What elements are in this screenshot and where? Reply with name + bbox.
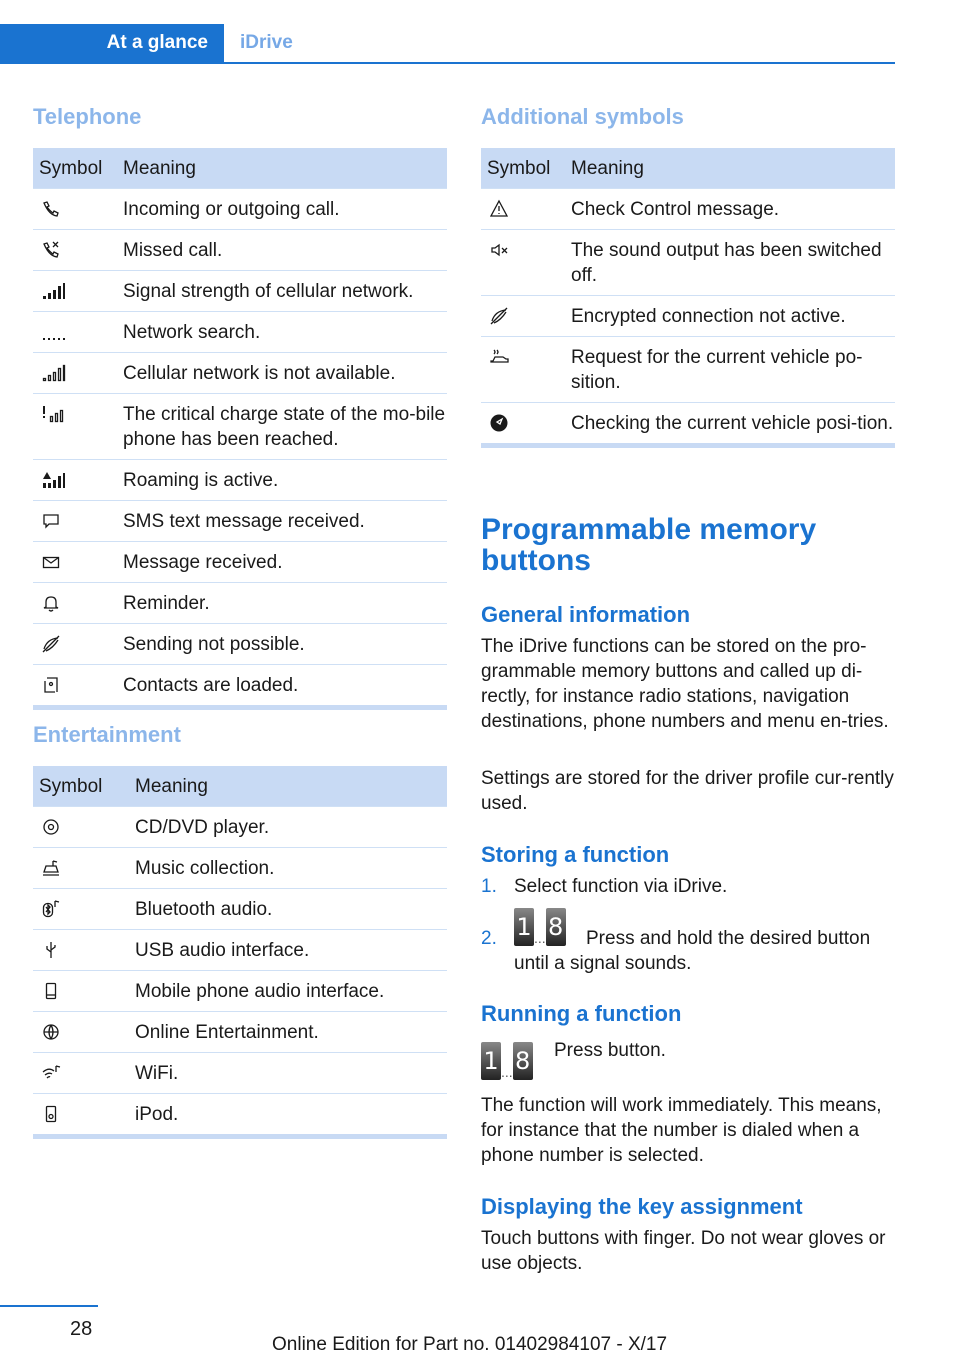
footer-rule bbox=[0, 1305, 98, 1307]
mobile-phone-icon bbox=[41, 981, 61, 1001]
table-row bbox=[33, 312, 447, 353]
meaning-text: SMS text message received. bbox=[117, 501, 447, 542]
sending-blocked-icon bbox=[41, 634, 61, 654]
display-text: Touch buttons with finger. Do not wear gloves or use objects. bbox=[481, 1228, 886, 1274]
col-symbol: Symbol bbox=[33, 148, 117, 189]
warning-triangle-icon bbox=[489, 199, 509, 219]
memory-key-last: 8 bbox=[546, 908, 566, 946]
settings-text: Settings are stored for the driver profile cur-rently used. bbox=[481, 768, 894, 814]
meaning-text: Mobile phone audio interface. bbox=[129, 971, 447, 1012]
meaning-text: Missed call. bbox=[117, 230, 447, 271]
general-heading: General information bbox=[481, 602, 691, 627]
running-text: Press button. bbox=[554, 1040, 666, 1061]
table-row bbox=[33, 230, 447, 271]
header-bar bbox=[0, 24, 895, 64]
table-row bbox=[33, 848, 447, 889]
edition-note: Online Edition for Part no. 01402984107 - X/17 bbox=[272, 1334, 668, 1355]
step1-text: Select function via iDrive. bbox=[514, 876, 728, 897]
bell-icon bbox=[41, 593, 61, 613]
memory-keys-icon-2 bbox=[481, 1042, 533, 1080]
meaning-text: Online Entertainment. bbox=[129, 1012, 447, 1053]
sms-icon bbox=[41, 511, 61, 531]
tab-at-a-glance[interactable]: At a glance bbox=[0, 24, 224, 62]
table-row bbox=[33, 542, 447, 583]
table-row bbox=[33, 460, 447, 501]
ipod-icon bbox=[41, 1104, 61, 1124]
table-row bbox=[33, 971, 447, 1012]
meaning-text: Contacts are loaded. bbox=[117, 665, 447, 708]
meaning-text: Cellular network is not available. bbox=[117, 353, 447, 394]
missed-call-icon bbox=[41, 240, 61, 260]
running-heading: Running a function bbox=[481, 1001, 682, 1026]
table-row bbox=[481, 230, 895, 296]
page-number: 28 bbox=[70, 1318, 93, 1340]
table-row bbox=[481, 337, 895, 403]
table-row bbox=[33, 930, 447, 971]
encryption-off-icon bbox=[489, 306, 509, 326]
table-row bbox=[33, 501, 447, 542]
entertainment-table bbox=[33, 766, 447, 1139]
table-row bbox=[33, 807, 447, 848]
col-meaning: Meaning bbox=[565, 148, 895, 189]
meaning-text: iPod. bbox=[129, 1094, 447, 1137]
critical-battery-icon bbox=[41, 404, 67, 424]
music-collection-icon bbox=[41, 858, 61, 878]
meaning-text: Network search. bbox=[117, 312, 447, 353]
storing-heading: Storing a function bbox=[481, 842, 670, 867]
meaning-text: Sending not possible. bbox=[117, 624, 447, 665]
col-meaning: Meaning bbox=[129, 766, 447, 807]
envelope-icon bbox=[41, 552, 61, 572]
meaning-text: Signal strength of cellular network. bbox=[117, 271, 447, 312]
meaning-text: Bluetooth audio. bbox=[129, 889, 447, 930]
table-row bbox=[481, 403, 895, 446]
table-row bbox=[33, 665, 447, 708]
col-meaning: Meaning bbox=[117, 148, 447, 189]
meaning-text: Music collection. bbox=[129, 848, 447, 889]
key-dots: ... bbox=[534, 930, 546, 946]
entertainment-heading: Entertainment bbox=[33, 722, 181, 747]
cd-icon bbox=[41, 817, 61, 837]
meaning-text: USB audio interface. bbox=[129, 930, 447, 971]
meaning-text: The sound output has been switched off. bbox=[565, 230, 895, 296]
memory-key-last: 8 bbox=[513, 1042, 533, 1080]
meaning-text: Message received. bbox=[117, 542, 447, 583]
table-row bbox=[33, 189, 447, 230]
running-result-text: The function will work immediately. This means, for instance that the number is dialed when a phone number is selected. bbox=[481, 1095, 882, 1166]
tab-idrive[interactable]: iDrive bbox=[240, 32, 293, 53]
table-row bbox=[33, 583, 447, 624]
step1-number: 1. bbox=[481, 876, 497, 897]
no-network-icon bbox=[41, 363, 67, 383]
additional-table bbox=[481, 148, 895, 448]
sound-off-icon bbox=[489, 240, 509, 260]
table-row bbox=[33, 624, 447, 665]
contacts-loaded-icon bbox=[41, 675, 61, 695]
telephone-table bbox=[33, 148, 447, 710]
display-heading: Displaying the key assignment bbox=[481, 1194, 803, 1219]
key-dots: ... bbox=[501, 1064, 513, 1080]
usb-icon bbox=[41, 940, 61, 960]
meaning-text: Incoming or outgoing call. bbox=[117, 189, 447, 230]
telephone-heading: Telephone bbox=[33, 104, 142, 129]
meaning-text: Roaming is active. bbox=[117, 460, 447, 501]
col-symbol: Symbol bbox=[33, 766, 129, 807]
bluetooth-audio-icon bbox=[41, 899, 61, 919]
signal-strength-icon bbox=[41, 281, 67, 301]
additional-heading: Additional symbols bbox=[481, 104, 684, 129]
meaning-text: Checking the current vehicle posi-tion. bbox=[565, 403, 895, 446]
step2-text: Press and hold the desired button until a signal sounds. bbox=[514, 928, 871, 974]
table-row bbox=[481, 189, 895, 230]
memory-key-first: 1 bbox=[481, 1042, 501, 1080]
vehicle-position-check-icon bbox=[489, 413, 509, 433]
phone-call-icon bbox=[41, 199, 61, 219]
vehicle-position-request-icon bbox=[489, 347, 509, 367]
memory-title: Programmable memory buttons bbox=[481, 513, 817, 577]
memory-key-first: 1 bbox=[514, 908, 534, 946]
online-entertainment-icon bbox=[41, 1022, 61, 1042]
step2-number: 2. bbox=[481, 928, 497, 949]
table-row bbox=[33, 271, 447, 312]
table-row bbox=[33, 1053, 447, 1094]
meaning-text: CD/DVD player. bbox=[129, 807, 447, 848]
meaning-text: Check Control message. bbox=[565, 189, 895, 230]
table-row bbox=[33, 394, 447, 460]
wifi-icon bbox=[41, 1063, 61, 1083]
network-search-icon bbox=[41, 322, 67, 342]
meaning-text: Encrypted connection not active. bbox=[565, 296, 895, 337]
roaming-icon bbox=[41, 470, 67, 490]
table-row bbox=[33, 353, 447, 394]
meaning-text: Request for the current vehicle po-sition. bbox=[565, 337, 895, 403]
table-row bbox=[481, 296, 895, 337]
general-text: The iDrive functions can be stored on the pro-grammable memory buttons and called up di-rectly, for instance radio stations, navigation destinations, phone numbers and menu en-tries. bbox=[481, 636, 889, 732]
table-row bbox=[33, 889, 447, 930]
col-symbol: Symbol bbox=[481, 148, 565, 189]
table-row bbox=[33, 1094, 447, 1137]
meaning-text: WiFi. bbox=[129, 1053, 447, 1094]
meaning-text: The critical charge state of the mo-bile phone has been reached. bbox=[117, 394, 447, 460]
table-row bbox=[33, 1012, 447, 1053]
meaning-text: Reminder. bbox=[117, 583, 447, 624]
